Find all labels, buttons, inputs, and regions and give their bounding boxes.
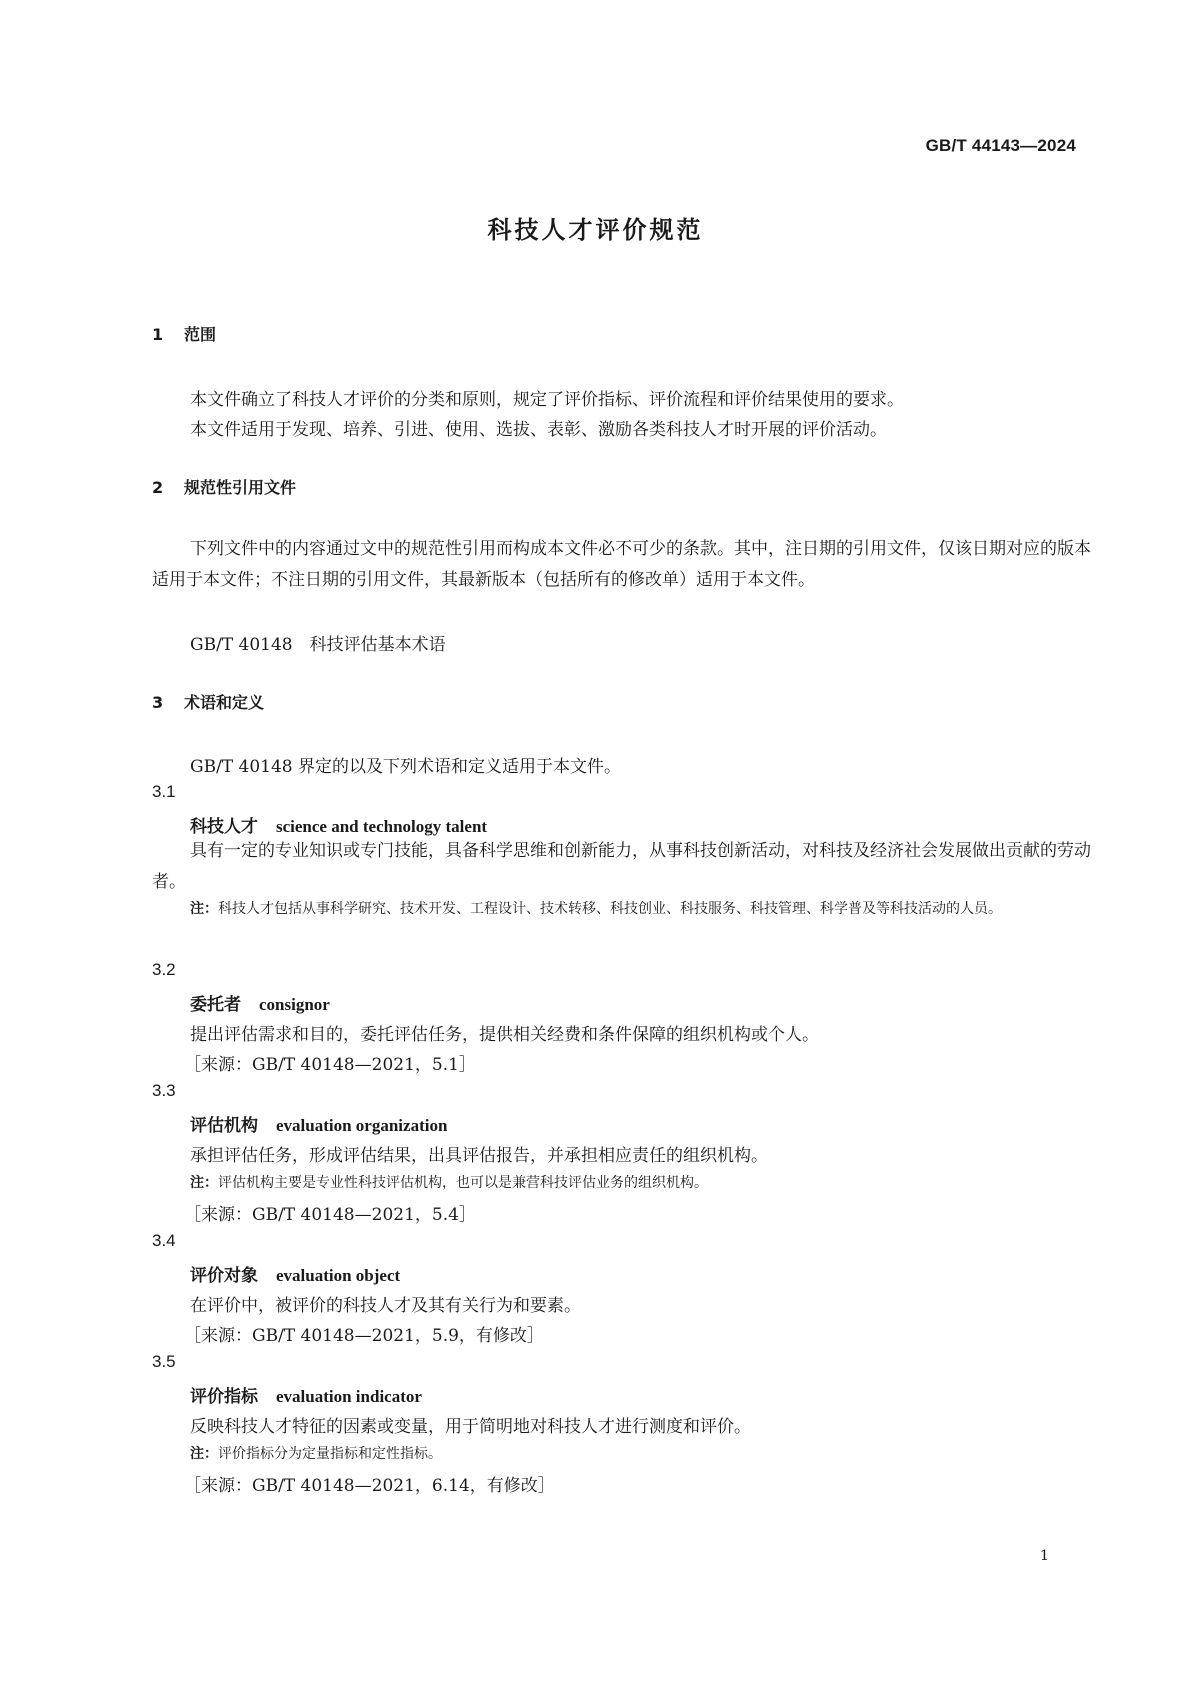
term-note xyxy=(190,1172,708,1192)
note-text: 评估机构主要是专业性科技评估机构，也可以是兼营科技评估业务的组织机构。 xyxy=(218,1175,708,1191)
section-1-paragraph-1: 本文件确立了科技人才评价的分类和原则，规定了评价指标、评价流程和评价结果使用的要求。 xyxy=(190,390,904,410)
note-label: 注： xyxy=(190,1446,218,1462)
term-entry xyxy=(190,1382,422,1407)
term-entry xyxy=(190,990,330,1015)
note-text: 评价指标分为定量指标和定性指标。 xyxy=(218,1446,442,1462)
term-note xyxy=(190,895,1114,923)
term-definition: 在评价中，被评价的科技人才及其有关行为和要素。 xyxy=(190,1296,581,1316)
section-2-heading xyxy=(152,475,296,498)
term-source: ［来源：GB/T 40148—2021，5.9，有修改］ xyxy=(184,1326,544,1346)
page-number: 1 xyxy=(1040,1548,1049,1564)
term-definition: 反映科技人才特征的因素或变量，用于简明地对科技人才进行测度和评价。 xyxy=(190,1417,751,1437)
normative-reference: GB/T 40148 科技评估基本术语 xyxy=(190,635,446,655)
term-source: ［来源：GB/T 40148—2021，5.4］ xyxy=(184,1205,476,1225)
section-number: 2 xyxy=(152,478,164,497)
clause-number: 3.5 xyxy=(152,1352,176,1371)
term-zh: 评估机构 xyxy=(190,1116,258,1136)
term-zh: 评价指标 xyxy=(190,1387,258,1407)
clause-number: 3.2 xyxy=(152,960,176,979)
section-title: 术语和定义 xyxy=(184,693,265,712)
section-number: 1 xyxy=(152,325,164,344)
term-en: consignor xyxy=(259,995,330,1014)
section-title: 范围 xyxy=(184,325,217,344)
term-source: ［来源：GB/T 40148—2021，6.14，有修改］ xyxy=(184,1476,555,1496)
clause-number: 3.3 xyxy=(152,1081,176,1100)
section-title: 规范性引用文件 xyxy=(184,478,297,497)
term-note xyxy=(190,1443,442,1463)
section-number: 3 xyxy=(152,693,164,712)
term-en: evaluation indicator xyxy=(276,1387,422,1406)
term-definition: 具有一定的专业知识或专门技能，具备科学思维和创新能力，从事科技创新活动，对科技及经济社会发展做出贡献的劳动者。 xyxy=(152,841,1091,892)
term-definition: 提出评估需求和目的，委托评估任务，提供相关经费和条件保障的组织机构或个人。 xyxy=(190,1025,819,1045)
clause-number: 3.1 xyxy=(152,782,176,801)
term-en: evaluation organization xyxy=(276,1116,448,1135)
standard-code: GB/T 44143—2024 xyxy=(925,136,1076,155)
document-title: 科技人才评价规范 xyxy=(487,216,704,244)
note-label: 注： xyxy=(190,901,218,917)
note-label: 注： xyxy=(190,1175,218,1191)
term-entry xyxy=(190,812,487,837)
term-zh: 评价对象 xyxy=(190,1266,258,1286)
term-source: ［来源：GB/T 40148—2021，5.1］ xyxy=(184,1055,476,1075)
section-3-heading xyxy=(152,690,264,713)
term-entry xyxy=(190,1111,447,1136)
clause-number: 3.4 xyxy=(152,1231,176,1250)
term-entry xyxy=(190,1261,400,1286)
term-zh: 科技人才 xyxy=(190,817,258,837)
section-1-heading xyxy=(152,322,216,345)
section-2-paragraph: 下列文件中的内容通过文中的规范性引用而构成本文件必不可少的条款。其中，注日期的引用文件，仅该日期对应的版本适用于本文件；不注日期的引用文件，其最新版本（包括所有的修改单）适用于本文件。 xyxy=(152,539,1091,590)
term-definition: 承担评估任务，形成评估结果，出具评估报告，并承担相应责任的组织机构。 xyxy=(190,1146,768,1166)
term-zh: 委托者 xyxy=(190,995,241,1015)
section-1-paragraph-2: 本文件适用于发现、培养、引进、使用、选拔、表彰、激励各类科技人才时开展的评价活动。 xyxy=(190,420,887,440)
term-en: evaluation object xyxy=(276,1266,401,1285)
note-text: 科技人才包括从事科学研究、技术开发、工程设计、技术转移、科技创业、科技服务、科技管理、科学普及等科技活动的人员。 xyxy=(218,901,1002,917)
term-en: science and technology talent xyxy=(276,817,488,836)
section-3-intro: GB/T 40148 界定的以及下列术语和定义适用于本文件。 xyxy=(190,757,622,777)
